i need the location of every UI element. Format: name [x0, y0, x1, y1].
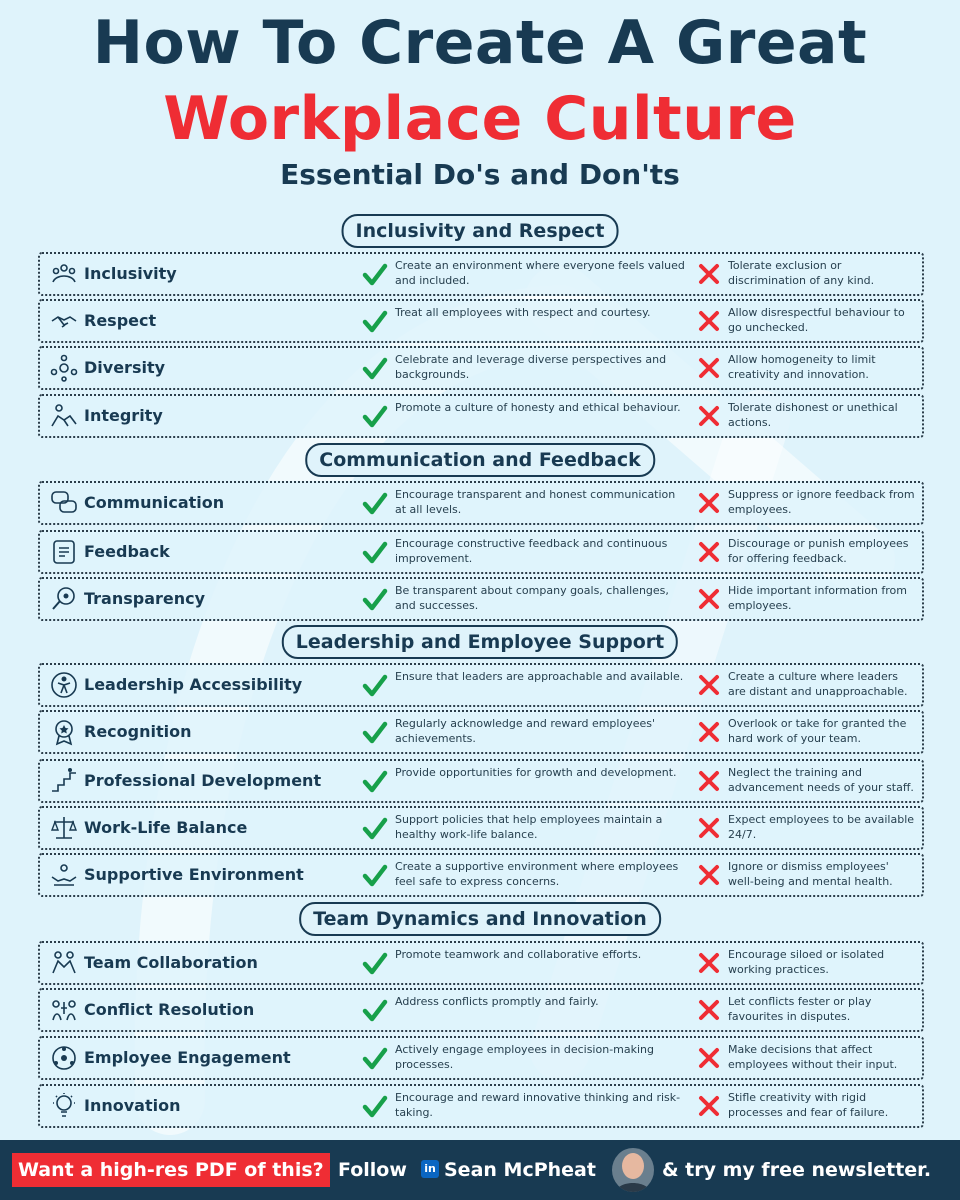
people-icon	[50, 260, 78, 288]
linkedin-icon[interactable]: in	[421, 1160, 439, 1178]
cross-icon	[698, 541, 720, 563]
row-do-text: Address conflicts promptly and fairly.	[395, 995, 599, 1008]
check-icon	[362, 404, 388, 430]
row-do-text: Provide opportunities for growth and development.	[395, 766, 677, 779]
table-row	[38, 941, 924, 985]
check-icon	[362, 587, 388, 613]
row-topic: Leadership Accessibility	[84, 675, 303, 694]
row-dont-text: Let conflicts fester or play favourites in disputes.	[728, 995, 872, 1023]
table-row	[38, 530, 924, 574]
row-dont-text: Suppress or ignore feedback from employees.	[728, 488, 915, 516]
check-icon	[362, 720, 388, 746]
section-heading-communication: Communication and Feedback	[305, 443, 655, 477]
row-do-text: Celebrate and leverage diverse perspectives and backgrounds.	[395, 353, 667, 381]
row-dont-text: Allow homogeneity to limit creativity and innovation.	[728, 353, 876, 381]
cross-icon	[698, 492, 720, 514]
row-dont-text: Expect employees to be available 24/7.	[728, 813, 915, 841]
row-do-text: Promote teamwork and collaborative efforts.	[395, 948, 642, 961]
row-topic: Team Collaboration	[84, 953, 258, 972]
row-dont-text: Make decisions that affect employees without their input.	[728, 1043, 898, 1071]
table-row	[38, 1084, 924, 1128]
row-topic: Employee Engagement	[84, 1048, 291, 1067]
row-topic: Work-Life Balance	[84, 818, 248, 837]
table-row	[38, 853, 924, 897]
row-topic: Diversity	[84, 358, 166, 377]
chat-bubbles-icon	[50, 489, 78, 517]
row-do-text: Encourage constructive feedback and continuous improvement.	[395, 537, 668, 565]
table-row	[38, 394, 924, 438]
row-topic: Transparency	[84, 589, 206, 608]
row-dont-text: Encourage siloed or isolated working practices.	[728, 948, 885, 976]
check-icon	[362, 769, 388, 795]
cross-icon	[698, 864, 720, 886]
table-row	[38, 481, 924, 525]
row-do-text: Ensure that leaders are approachable and available.	[395, 670, 684, 683]
row-dont-text: Create a culture where leaders are distant and unapproachable.	[728, 670, 908, 698]
table-row	[38, 663, 924, 707]
row-do-text: Treat all employees with respect and courtesy.	[395, 306, 651, 319]
section-heading-inclusivity: Inclusivity and Respect	[342, 214, 619, 248]
feedback-icon	[50, 538, 78, 566]
lightbulb-icon	[50, 1092, 78, 1120]
table-row	[38, 759, 924, 803]
table-row	[38, 252, 924, 296]
handshake-icon	[50, 307, 78, 335]
cross-icon	[698, 588, 720, 610]
cross-icon	[698, 1095, 720, 1117]
avatar	[612, 1148, 654, 1192]
check-icon	[362, 309, 388, 335]
row-dont-text: Ignore or dismiss employees' well-being and mental health.	[728, 860, 893, 888]
cross-icon	[698, 263, 720, 285]
row-do-text: Create a supportive environment where employees feel safe to express concerns.	[395, 860, 679, 888]
check-icon	[362, 673, 388, 699]
leader-icon	[50, 671, 78, 699]
check-icon	[362, 1094, 388, 1120]
row-topic: Innovation	[84, 1096, 181, 1115]
check-icon	[362, 1046, 388, 1072]
row-topic: Feedback	[84, 542, 170, 561]
row-dont-text: Allow disrespectful behaviour to go unchecked.	[728, 306, 905, 334]
check-icon	[362, 262, 388, 288]
table-row	[38, 577, 924, 621]
integrity-handshake-icon	[50, 402, 78, 430]
balance-scale-icon	[50, 814, 78, 842]
pdf-cta[interactable]: Want a high-res PDF of this?	[12, 1153, 330, 1187]
row-dont-text: Stifle creativity with rigid processes and fear of failure.	[728, 1091, 889, 1119]
table-row	[38, 710, 924, 754]
page-title: How To Create A Great	[92, 8, 868, 78]
row-do-text: Promote a culture of honesty and ethical behaviour.	[395, 401, 681, 414]
row-dont-text: Hide important information from employees.	[728, 584, 907, 612]
cross-icon	[698, 405, 720, 427]
award-icon	[50, 718, 78, 746]
table-row	[38, 988, 924, 1032]
row-do-text: Create an environment where everyone feels valued and included.	[395, 259, 685, 287]
cross-icon	[698, 674, 720, 696]
row-do-text: Be transparent about company goals, challenges, and successes.	[395, 584, 669, 612]
row-dont-text: Overlook or take for granted the hard work of your team.	[728, 717, 907, 745]
check-icon	[362, 816, 388, 842]
row-dont-text: Discourage or punish employees for offering feedback.	[728, 537, 909, 565]
cross-icon	[698, 952, 720, 974]
section-heading-team: Team Dynamics and Innovation	[299, 902, 661, 936]
check-icon	[362, 540, 388, 566]
cross-icon	[698, 817, 720, 839]
newsletter-text[interactable]: & try my free newsletter.	[662, 1159, 932, 1181]
row-topic: Integrity	[84, 406, 163, 425]
row-dont-text: Neglect the training and advancement needs of your staff.	[728, 766, 914, 794]
page-subtitle: Essential Do's and Don'ts	[280, 158, 680, 191]
magnifier-eye-icon	[50, 585, 78, 613]
cross-icon	[698, 770, 720, 792]
row-topic: Communication	[84, 493, 225, 512]
row-topic: Inclusivity	[84, 264, 177, 283]
row-do-text: Encourage transparent and honest communication at all levels.	[395, 488, 676, 516]
row-do-text: Actively engage employees in decision-making processes.	[395, 1043, 654, 1071]
conflict-icon	[50, 996, 78, 1024]
check-icon	[362, 356, 388, 382]
support-hands-icon	[50, 861, 78, 889]
diversity-icon	[50, 354, 78, 382]
table-row	[38, 299, 924, 343]
team-icon	[50, 949, 78, 977]
author-name[interactable]: Sean McPheat	[444, 1159, 596, 1181]
section-heading-leadership: Leadership and Employee Support	[282, 625, 678, 659]
cross-icon	[698, 357, 720, 379]
page-title-highlight: Workplace Culture	[163, 84, 797, 154]
row-dont-text: Tolerate dishonest or unethical actions.	[728, 401, 898, 429]
check-icon	[362, 998, 388, 1024]
table-row	[38, 806, 924, 850]
table-row	[38, 346, 924, 390]
follow-label: Follow	[338, 1159, 407, 1181]
row-do-text: Support policies that help employees maintain a healthy work-life balance.	[395, 813, 663, 841]
row-topic: Respect	[84, 311, 157, 330]
engagement-cycle-icon	[50, 1044, 78, 1072]
cross-icon	[698, 310, 720, 332]
row-topic: Professional Development	[84, 771, 322, 790]
cross-icon	[698, 721, 720, 743]
row-topic: Supportive Environment	[84, 865, 304, 884]
footer-banner	[0, 1140, 960, 1200]
check-icon	[362, 491, 388, 517]
check-icon	[362, 951, 388, 977]
cross-icon	[698, 999, 720, 1021]
cross-icon	[698, 1047, 720, 1069]
row-dont-text: Tolerate exclusion or discrimination of any kind.	[728, 259, 875, 287]
check-icon	[362, 863, 388, 889]
growth-stairs-icon	[50, 767, 78, 795]
row-topic: Conflict Resolution	[84, 1000, 255, 1019]
row-do-text: Encourage and reward innovative thinking and risk-taking.	[395, 1091, 681, 1119]
table-row	[38, 1036, 924, 1080]
row-do-text: Regularly acknowledge and reward employees' achievements.	[395, 717, 655, 745]
row-topic: Recognition	[84, 722, 192, 741]
